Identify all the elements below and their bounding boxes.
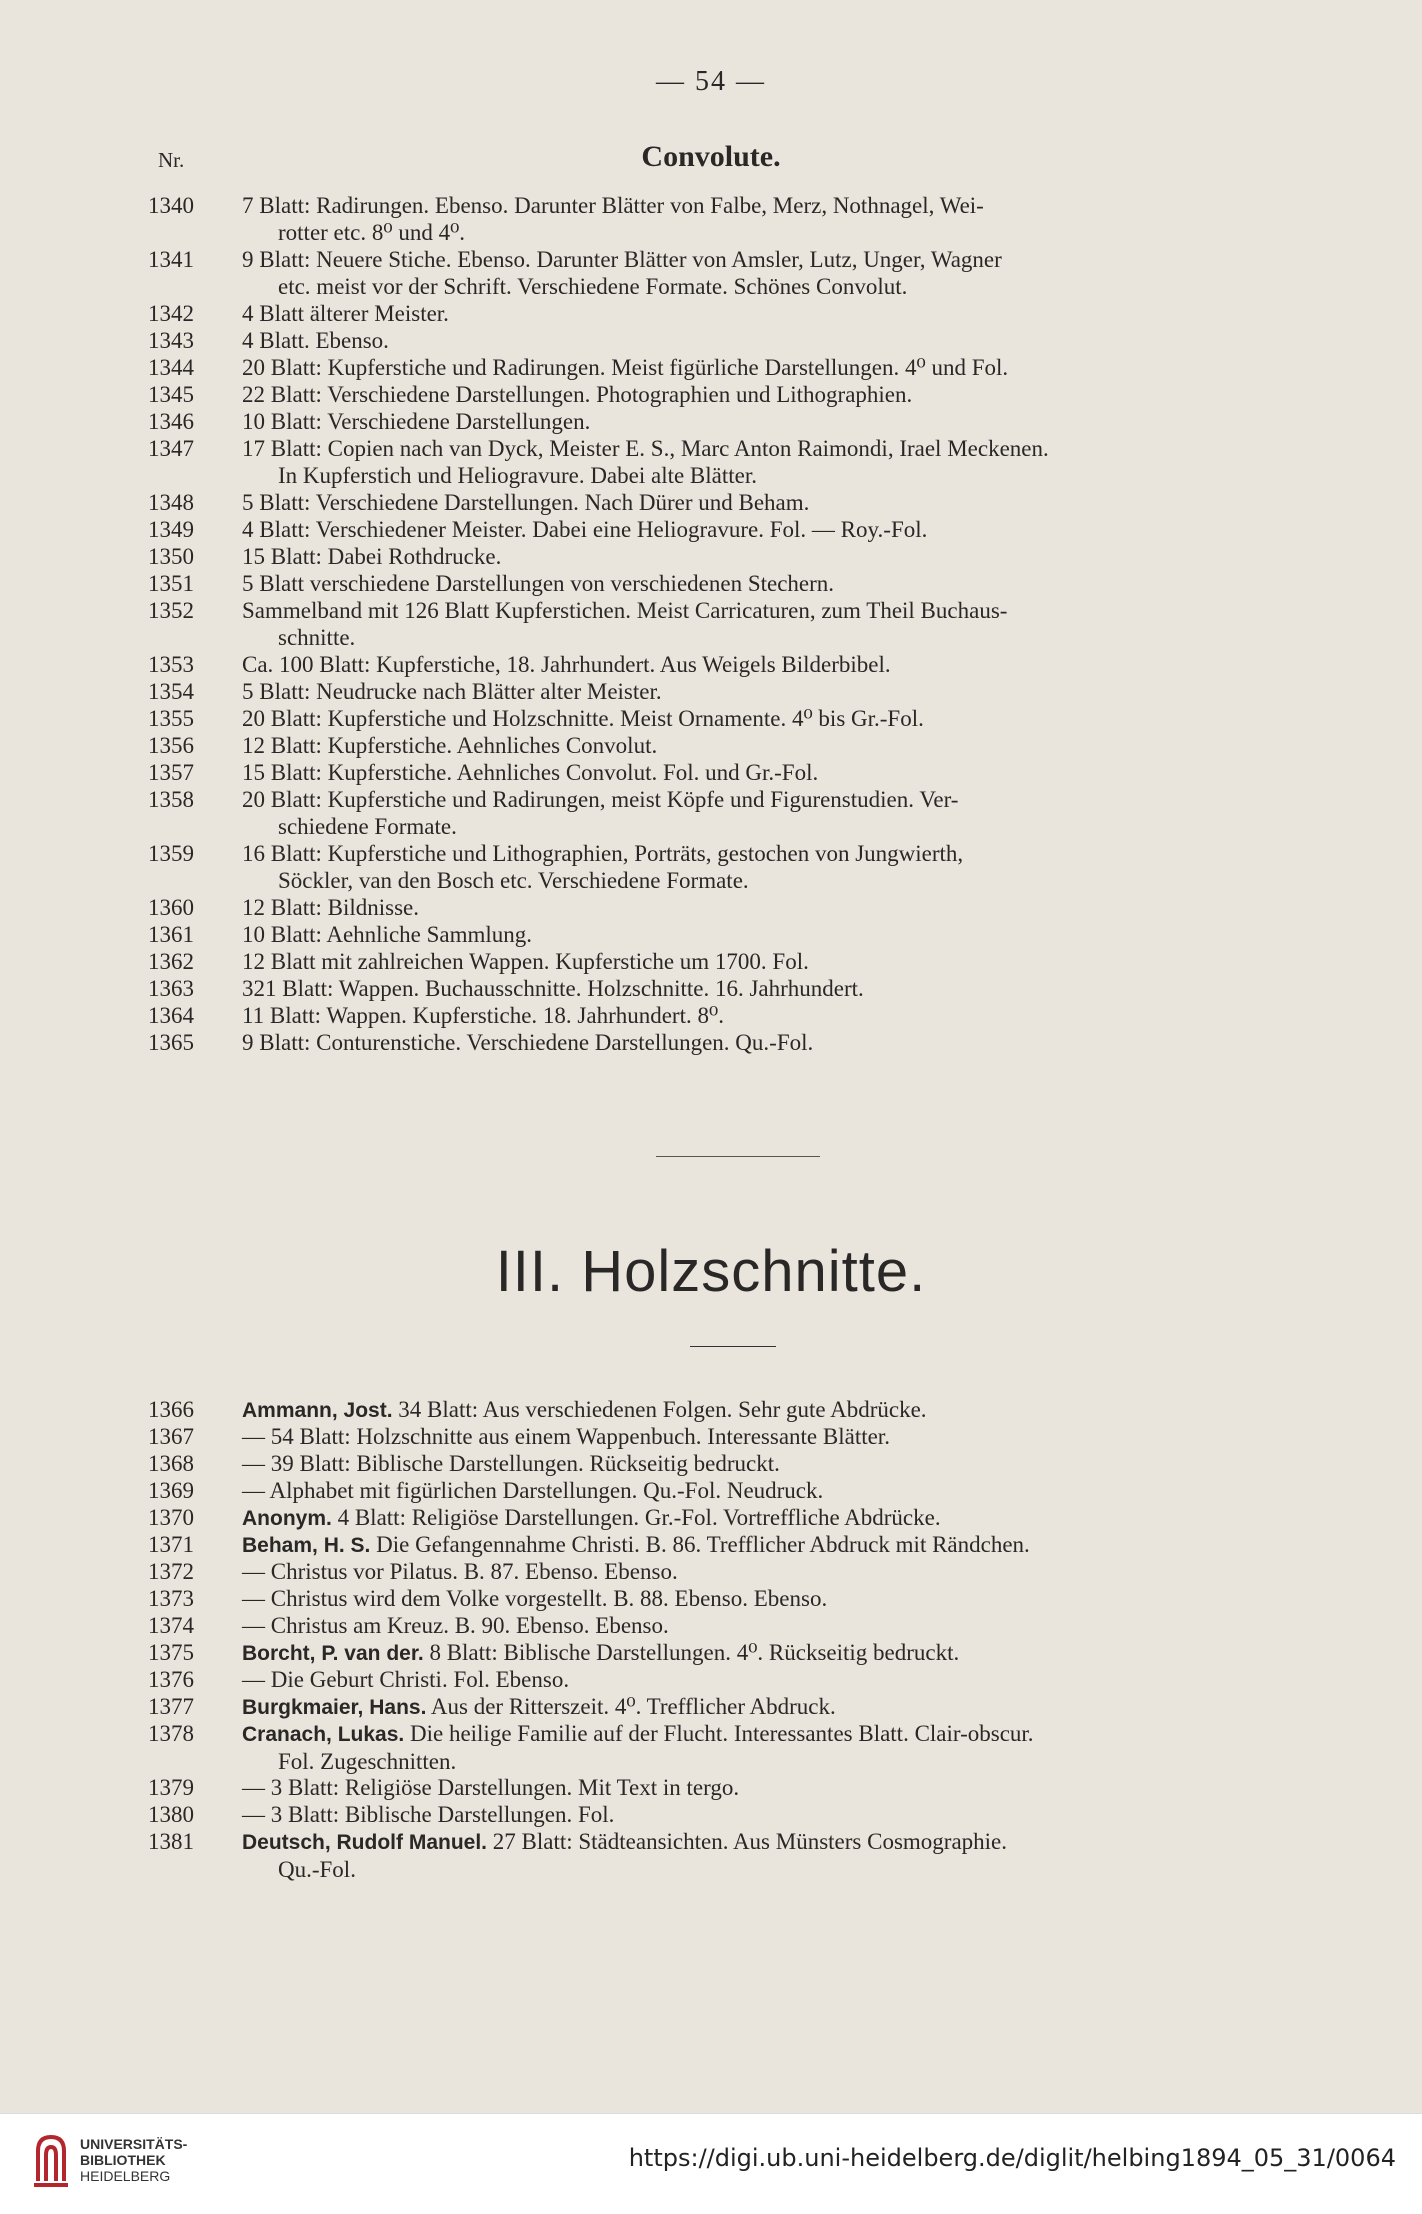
entry-description xyxy=(242,786,1322,840)
library-name: UNIVERSITÄTS- BIBLIOTHEK HEIDELBERG xyxy=(80,2136,188,2184)
entry-line: 9 Blatt: Neuere Stiche. Ebenso. Darunter Blätter von Amsler, Lutz, Unger, Wagner xyxy=(242,247,1002,272)
viewer-footer xyxy=(0,2113,1422,2214)
entry-description xyxy=(242,1612,1322,1639)
entry-description xyxy=(242,1002,1322,1029)
entry-number: 1352 xyxy=(148,598,194,623)
entry-number: 1355 xyxy=(148,706,194,731)
entry-number: 1362 xyxy=(148,949,194,974)
entry-description xyxy=(242,840,1322,894)
entry-line: — Die Geburt Christi. Fol. Ebenso. xyxy=(242,1667,570,1692)
entry-line: Qu.-Fol. xyxy=(278,1857,356,1882)
entry-description xyxy=(242,705,1322,732)
entry-number: 1366 xyxy=(148,1397,194,1422)
entry-number: 1350 xyxy=(148,544,194,569)
entry-line: — 3 Blatt: Biblische Darstellungen. Fol. xyxy=(242,1802,615,1827)
entry-line: 15 Blatt: Dabei Rothdrucke. xyxy=(242,544,502,569)
entry-number: 1364 xyxy=(148,1003,194,1028)
entry-description xyxy=(242,975,1322,1002)
entry-number: 1359 xyxy=(148,841,194,866)
entry-line: Sammelband mit 126 Blatt Kupferstichen. Meist Carricaturen, zum Theil Buchaus- xyxy=(242,598,1008,623)
entry-line: — 39 Blatt: Biblische Darstellungen. Rückseitig bedruckt. xyxy=(242,1451,780,1476)
entry-line: — 3 Blatt: Religiöse Darstellungen. Mit Text in tergo. xyxy=(242,1775,740,1800)
entry-line: 20 Blatt: Kupferstiche und Radirungen, meist Köpfe und Figurenstudien. Ver- xyxy=(242,787,959,812)
entry-description xyxy=(242,1558,1322,1585)
entry-line: Burgkmaier, Hans. Aus der Ritterszeit. 4⁰. Trefflicher Abdruck. xyxy=(242,1694,836,1719)
artist-name: Burgkmaier, Hans. xyxy=(242,1696,427,1719)
entry-line: Söckler, van den Bosch etc. Verschiedene Formate. xyxy=(278,868,749,893)
entry-description xyxy=(242,732,1322,759)
entry-line: 12 Blatt: Kupferstiche. Aehnliches Convolut. xyxy=(242,733,658,758)
entry-description xyxy=(242,1666,1322,1693)
entry-line: — Christus wird dem Volke vorgestellt. B. 88. Ebenso. Ebenso. xyxy=(242,1586,828,1611)
entry-number: 1368 xyxy=(148,1451,194,1476)
artist-name: Cranach, Lukas. xyxy=(242,1723,405,1746)
entry-line: 4 Blatt älterer Meister. xyxy=(242,301,449,326)
section-title-convolute: Convolute. xyxy=(641,140,781,173)
entry-line: 5 Blatt: Verschiedene Darstellungen. Nach Dürer und Beham. xyxy=(242,490,810,515)
entry-description xyxy=(242,354,1322,381)
entry-line: etc. meist vor der Schrift. Verschiedene Formate. Schönes Convolut. xyxy=(278,274,908,299)
entry-line: Borcht, P. van der. 8 Blatt: Biblische Darstellungen. 4⁰. Rückseitig bedruckt. xyxy=(242,1640,960,1665)
entry-number: 1373 xyxy=(148,1586,194,1611)
entry-line: — Christus am Kreuz. B. 90. Ebenso. Ebenso. xyxy=(242,1613,669,1638)
entry-description xyxy=(242,489,1322,516)
entry-description xyxy=(242,759,1322,786)
entry-number: 1348 xyxy=(148,490,194,515)
entry-description xyxy=(242,894,1322,921)
entry-description xyxy=(242,327,1322,354)
permalink-url[interactable]: https://digi.ub.uni-heidelberg.de/diglit/helbing1894_05_31/0064 xyxy=(628,2144,1396,2172)
artist-name: Beham, H. S. xyxy=(242,1534,371,1557)
artist-name: Anonym. xyxy=(242,1507,332,1530)
entry-description xyxy=(242,246,1322,300)
entry-description xyxy=(242,1396,1322,1424)
entry-description xyxy=(242,192,1322,246)
entry-number: 1363 xyxy=(148,976,194,1001)
entry-number: 1376 xyxy=(148,1667,194,1692)
entry-number: 1374 xyxy=(148,1613,194,1638)
number-column-label: Nr. xyxy=(158,148,185,172)
entry-line: Ammann, Jost. 34 Blatt: Aus verschiedenen Folgen. Sehr gute Abdrücke. xyxy=(242,1397,927,1422)
entry-line: 5 Blatt: Neudrucke nach Blätter alter Meister. xyxy=(242,679,662,704)
separator-rule xyxy=(656,1156,820,1157)
entry-line: 10 Blatt: Aehnliche Sammlung. xyxy=(242,922,533,947)
entry-line: 16 Blatt: Kupferstiche und Lithographien, Porträts, gestochen von Jungwierth, xyxy=(242,841,964,866)
entry-line: 12 Blatt: Bildnisse. xyxy=(242,895,419,920)
entry-number: 1349 xyxy=(148,517,194,542)
entry-number: 1369 xyxy=(148,1478,194,1503)
entry-number: 1341 xyxy=(148,247,194,272)
entry-line: Deutsch, Rudolf Manuel. 27 Blatt: Städteansichten. Aus Münsters Cosmographie. xyxy=(242,1829,1008,1854)
entry-description xyxy=(242,435,1322,489)
entry-number: 1358 xyxy=(148,787,194,812)
entry-description xyxy=(242,1585,1322,1612)
entry-line: 12 Blatt mit zahlreichen Wappen. Kupferstiche um 1700. Fol. xyxy=(242,949,809,974)
entry-description xyxy=(242,570,1322,597)
entry-description xyxy=(242,597,1322,651)
entry-line: — Christus vor Pilatus. B. 87. Ebenso. Ebenso. xyxy=(242,1559,678,1584)
entry-line: 17 Blatt: Copien nach van Dyck, Meister E. S., Marc Anton Raimondi, Irael Meckenen. xyxy=(242,436,1049,461)
entry-description xyxy=(242,1504,1322,1532)
entry-number: 1356 xyxy=(148,733,194,758)
entry-number: 1345 xyxy=(148,382,194,407)
entry-description xyxy=(242,948,1322,975)
entry-number: 1343 xyxy=(148,328,194,353)
entry-number: 1377 xyxy=(148,1694,194,1719)
entry-line: 5 Blatt verschiedene Darstellungen von verschiedenen Stechern. xyxy=(242,571,835,596)
entry-description xyxy=(242,1693,1322,1721)
entry-line: Beham, H. S. Die Gefangennahme Christi. B. 86. Trefflicher Abdruck mit Rändchen. xyxy=(242,1532,1030,1557)
entry-line: Fol. Zugeschnitten. xyxy=(278,1749,457,1774)
entry-description xyxy=(242,1639,1322,1667)
entry-description xyxy=(242,408,1322,435)
entry-description xyxy=(242,1801,1322,1828)
entry-description xyxy=(242,651,1322,678)
entry-number: 1371 xyxy=(148,1532,194,1557)
entry-description xyxy=(242,678,1322,705)
entry-line: schiedene Formate. xyxy=(278,814,457,839)
artist-name: Deutsch, Rudolf Manuel. xyxy=(242,1831,488,1854)
entry-line: 11 Blatt: Wappen. Kupferstiche. 18. Jahrhundert. 8⁰. xyxy=(242,1003,724,1028)
entry-number: 1357 xyxy=(148,760,194,785)
entry-line: 22 Blatt: Verschiedene Darstellungen. Photographien und Lithographien. xyxy=(242,382,913,407)
entry-number: 1380 xyxy=(148,1802,194,1827)
entry-number: 1346 xyxy=(148,409,194,434)
entry-line: 4 Blatt. Ebenso. xyxy=(242,328,389,353)
entry-line: Cranach, Lukas. Die heilige Familie auf der Flucht. Interessantes Blatt. Clair-obscur. xyxy=(242,1721,1034,1746)
entry-number: 1360 xyxy=(148,895,194,920)
entry-number: 1361 xyxy=(148,922,194,947)
entry-number: 1381 xyxy=(148,1829,194,1854)
entry-number: 1378 xyxy=(148,1721,194,1746)
entry-description xyxy=(242,1029,1322,1056)
entry-line: 7 Blatt: Radirungen. Ebenso. Darunter Blätter von Falbe, Merz, Nothnagel, Wei- xyxy=(242,193,984,218)
entry-line: Ca. 100 Blatt: Kupferstiche, 18. Jahrhundert. Aus Weigels Bilderbibel. xyxy=(242,652,891,677)
entry-description xyxy=(242,381,1322,408)
entry-description xyxy=(242,921,1322,948)
entry-number: 1370 xyxy=(148,1505,194,1530)
section-title-holzschnitte: III. Holzschnitte. xyxy=(495,1239,927,1304)
entry-description xyxy=(242,1774,1322,1801)
entry-line: — Alphabet mit figürlichen Darstellungen. Qu.-Fol. Neudruck. xyxy=(242,1478,824,1503)
entry-number: 1353 xyxy=(148,652,194,677)
entry-description xyxy=(242,1720,1322,1775)
entry-description xyxy=(242,1531,1322,1559)
entry-number: 1347 xyxy=(148,436,194,461)
entry-number: 1351 xyxy=(148,571,194,596)
entry-line: 10 Blatt: Verschiedene Darstellungen. xyxy=(242,409,591,434)
library-logo-icon xyxy=(32,2129,70,2189)
entry-description xyxy=(242,1423,1322,1450)
entry-description xyxy=(242,1477,1322,1504)
entry-line: — 54 Blatt: Holzschnitte aus einem Wappenbuch. Interessante Blätter. xyxy=(242,1424,890,1449)
entry-number: 1354 xyxy=(148,679,194,704)
entry-description xyxy=(242,543,1322,570)
entry-line: 20 Blatt: Kupferstiche und Radirungen. Meist figürliche Darstellungen. 4⁰ und Fol. xyxy=(242,355,1009,380)
entry-number: 1344 xyxy=(148,355,194,380)
entry-number: 1342 xyxy=(148,301,194,326)
entry-number: 1365 xyxy=(148,1030,194,1055)
artist-name: Borcht, P. van der. xyxy=(242,1642,424,1665)
entry-description xyxy=(242,1450,1322,1477)
page-number: — 54 — xyxy=(656,66,766,97)
entry-line: rotter etc. 8⁰ und 4⁰. xyxy=(278,220,466,245)
entry-number: 1372 xyxy=(148,1559,194,1584)
entry-description xyxy=(242,1828,1322,1883)
entry-line: In Kupferstich und Heliogravure. Dabei alte Blätter. xyxy=(278,463,758,488)
entry-line: 4 Blatt: Verschiedener Meister. Dabei eine Heliogravure. Fol. — Roy.-Fol. xyxy=(242,517,928,542)
entry-number: 1367 xyxy=(148,1424,194,1449)
entry-line: Anonym. 4 Blatt: Religiöse Darstellungen. Gr.-Fol. Vortreffliche Abdrücke. xyxy=(242,1505,941,1530)
entry-line: 20 Blatt: Kupferstiche und Holzschnitte. Meist Ornamente. 4⁰ bis Gr.-Fol. xyxy=(242,706,924,731)
entry-description xyxy=(242,516,1322,543)
entry-line: 9 Blatt: Conturenstiche. Verschiedene Darstellungen. Qu.-Fol. xyxy=(242,1030,814,1055)
artist-name: Ammann, Jost. xyxy=(242,1399,393,1422)
entry-description xyxy=(242,300,1322,327)
separator-rule xyxy=(690,1346,776,1347)
entry-line: schnitte. xyxy=(278,625,356,650)
entry-line: 321 Blatt: Wappen. Buchausschnitte. Holzschnitte. 16. Jahrhundert. xyxy=(242,976,864,1001)
entry-number: 1340 xyxy=(148,193,194,218)
entry-number: 1375 xyxy=(148,1640,194,1665)
entry-line: 15 Blatt: Kupferstiche. Aehnliches Convolut. Fol. und Gr.-Fol. xyxy=(242,760,819,785)
entry-number: 1379 xyxy=(148,1775,194,1800)
